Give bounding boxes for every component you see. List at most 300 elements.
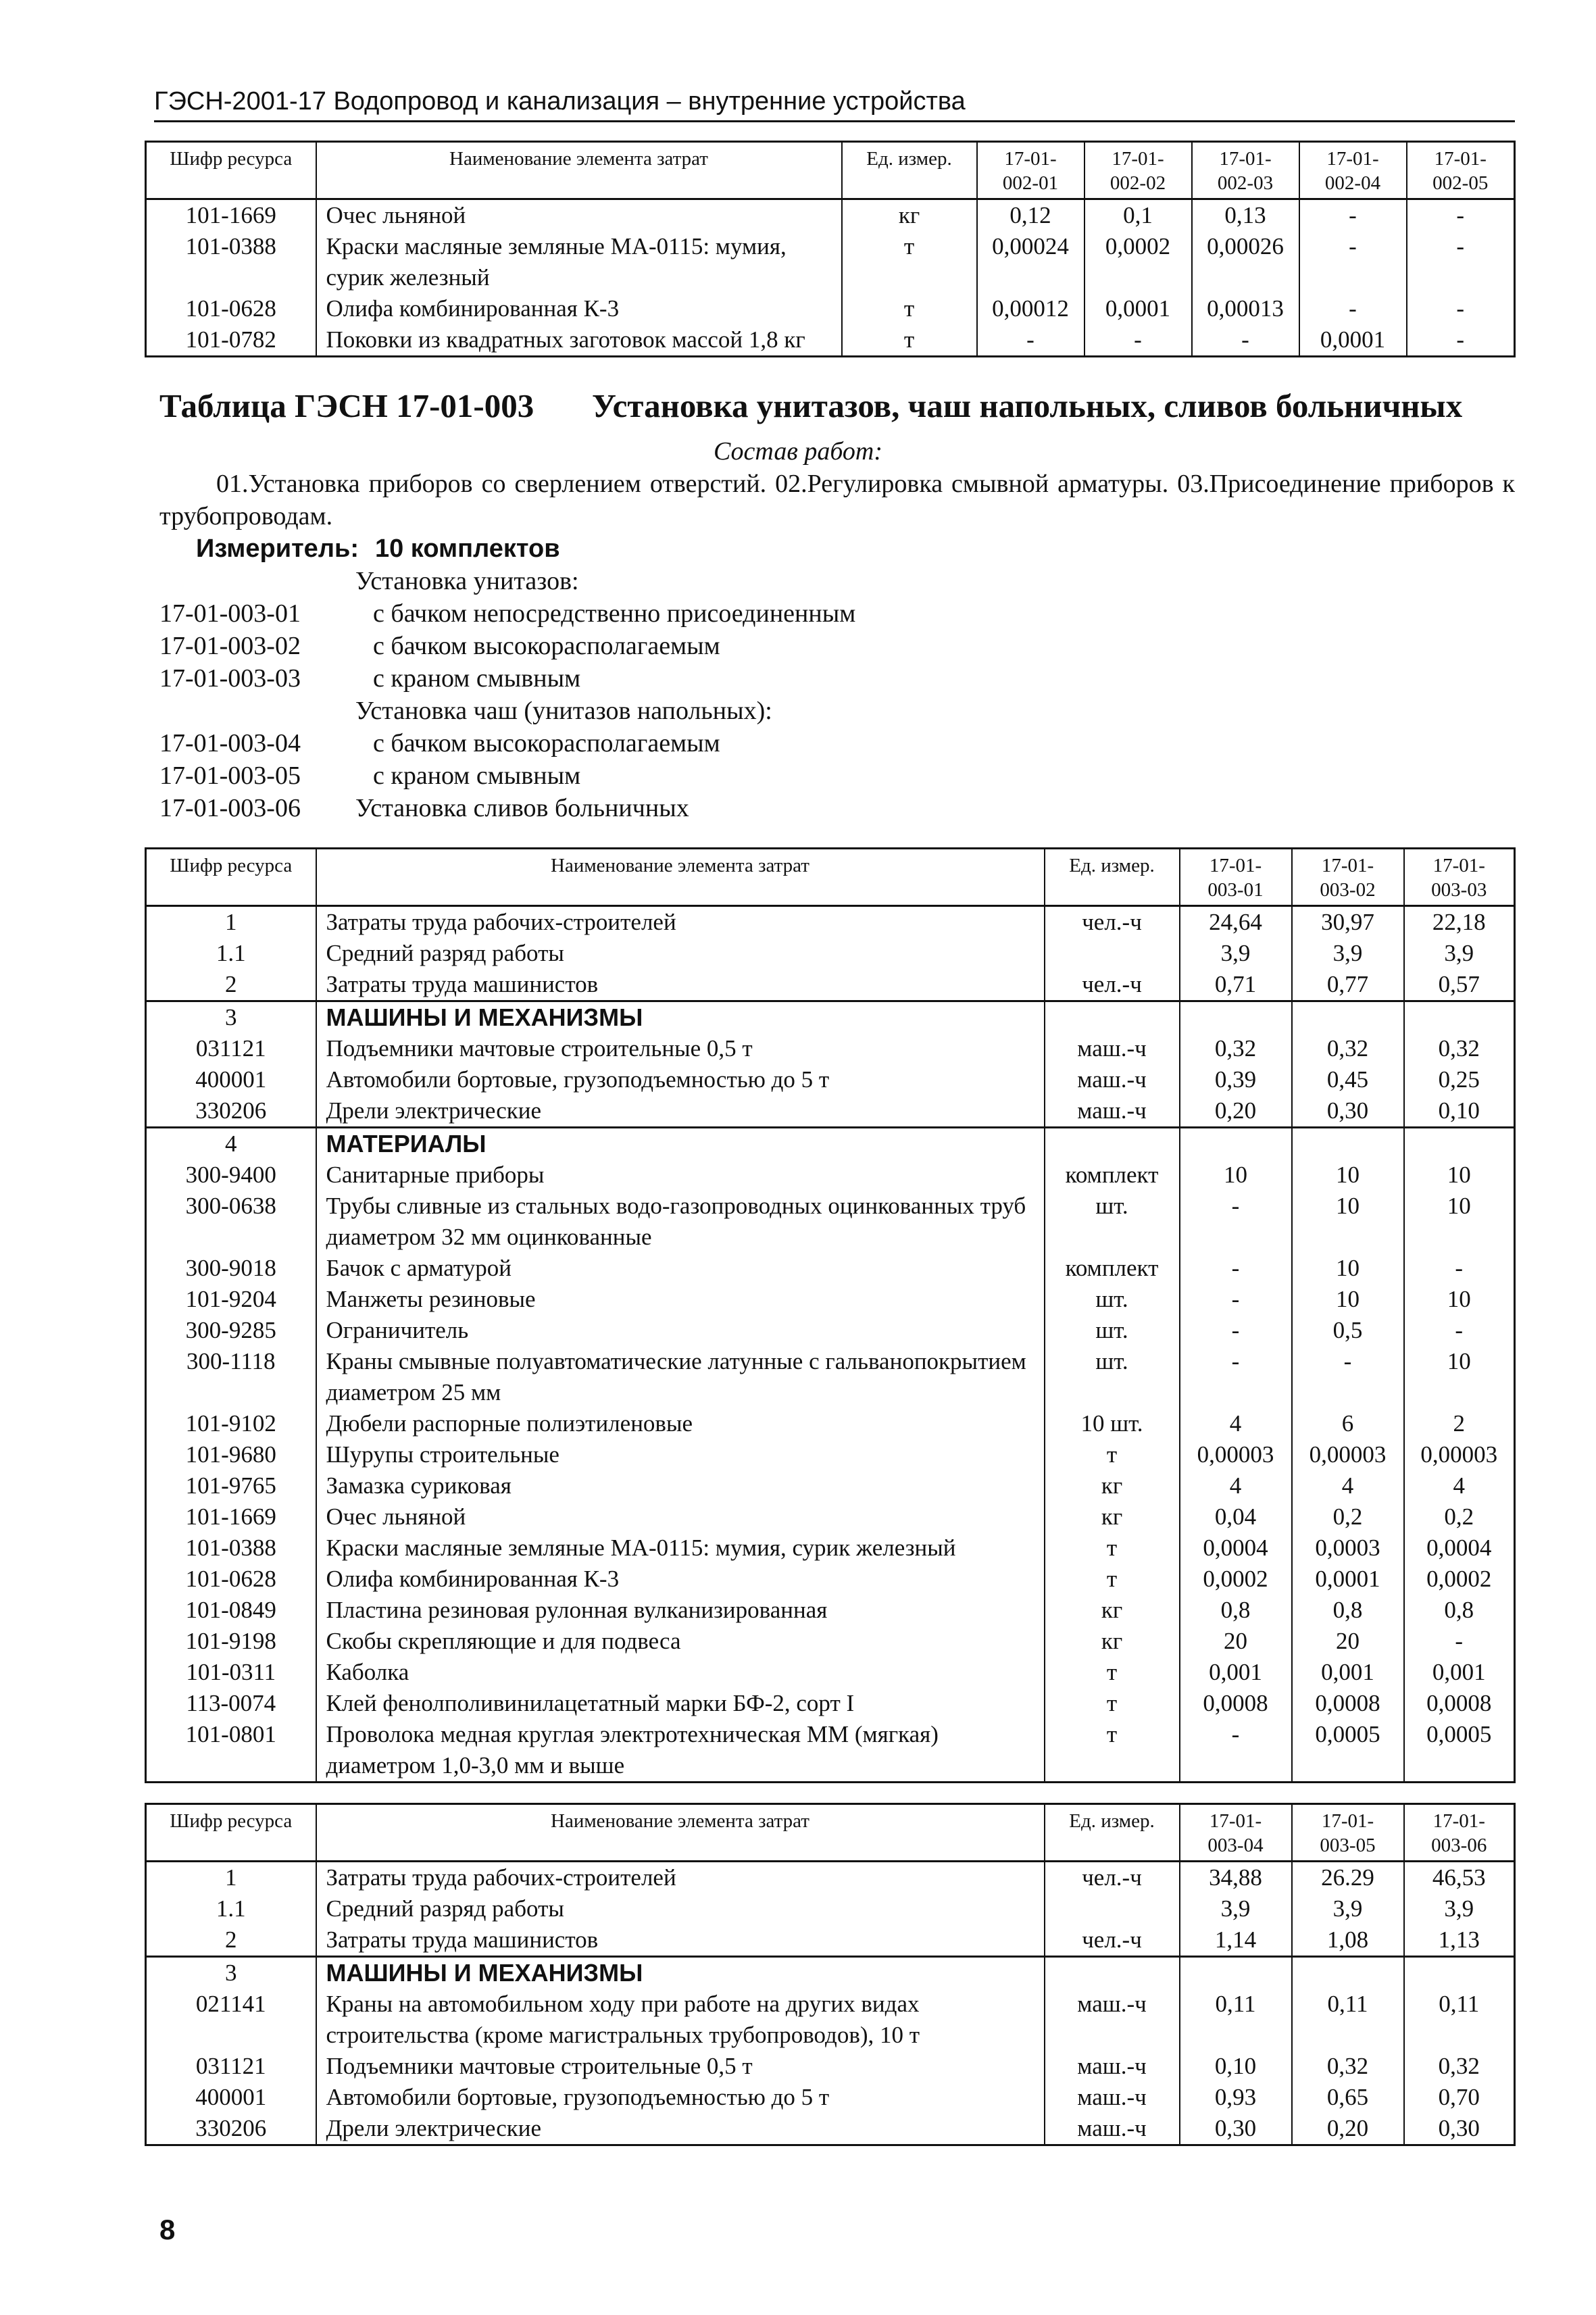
cell-code: 4 xyxy=(146,1128,316,1160)
variant-item xyxy=(159,727,1105,760)
variant-code: 17-01-003-06 xyxy=(159,794,301,822)
cell-name: Очес льняной xyxy=(316,1501,1045,1533)
cell-value: 0,30 xyxy=(1404,2113,1515,2145)
cell-code: 300-9400 xyxy=(146,1160,316,1191)
cell-name: Краски масляные земляные МА-0115: мумия, сурик железный xyxy=(316,231,842,293)
cell-value: 0,71 xyxy=(1180,969,1292,1001)
cell-value: 4 xyxy=(1292,1470,1404,1501)
cell-value: 20 xyxy=(1180,1626,1292,1657)
cell-code: 300-0638 xyxy=(146,1191,316,1253)
cell-value: - xyxy=(1180,1191,1292,1253)
cell-value: - xyxy=(1180,1315,1292,1346)
cell-value: 10 xyxy=(1180,1160,1292,1191)
cell-unit: маш.-ч xyxy=(1045,1064,1180,1095)
cell-value: 0,13 xyxy=(1192,199,1299,232)
table-row xyxy=(146,1439,1515,1470)
cell-value: 0,20 xyxy=(1180,1095,1292,1128)
cell-value: 3,9 xyxy=(1180,1893,1292,1924)
variant-item xyxy=(159,565,1105,597)
cell-name: Пластина резиновая рулонная вулканизированная xyxy=(316,1595,1045,1626)
cell-value: 0,0008 xyxy=(1404,1688,1515,1719)
cell-value: 0,00012 xyxy=(977,293,1084,324)
header-name: Наименование элемента затрат xyxy=(316,1804,1045,1862)
cell-unit: 10 шт. xyxy=(1045,1408,1180,1439)
cell-value: 2 xyxy=(1404,1408,1515,1439)
cell-unit: шт. xyxy=(1045,1284,1180,1315)
cell-unit xyxy=(1045,1957,1180,1989)
variant-code: 17-01-003-05 xyxy=(159,762,301,790)
cell-value: 4 xyxy=(1404,1470,1515,1501)
cell-value: 0,1 xyxy=(1084,199,1192,232)
cell-unit xyxy=(1045,938,1180,969)
cell-value xyxy=(1292,1128,1404,1160)
variant-item xyxy=(159,792,1105,824)
resource-table-003-01-03 xyxy=(145,847,1516,1783)
table-row xyxy=(146,1408,1515,1439)
table-title xyxy=(159,384,1518,431)
meter-line xyxy=(196,532,560,565)
cell-value: 0,001 xyxy=(1404,1657,1515,1688)
cell-value: 0,32 xyxy=(1404,2051,1515,2082)
cell-value: 0,11 xyxy=(1180,1989,1292,2051)
cell-unit: чел.-ч xyxy=(1045,1924,1180,1957)
variant-item xyxy=(159,662,1105,695)
cell-value: 4 xyxy=(1180,1470,1292,1501)
cell-name: Средний разряд работы xyxy=(316,938,1045,969)
cell-unit: т xyxy=(1045,1688,1180,1719)
table-row xyxy=(146,1719,1515,1783)
cell-unit: чел.-ч xyxy=(1045,906,1180,939)
cell-name: Краны на автомобильном ходу при работе на других видах строительства (кроме магистральных трубопроводов), 10 т xyxy=(316,1989,1045,2051)
cell-unit: т xyxy=(1045,1439,1180,1470)
cell-value: 0,0001 xyxy=(1292,1564,1404,1595)
cell-value: - xyxy=(1299,293,1407,324)
cell-value: 24,64 xyxy=(1180,906,1292,939)
cell-value: 0,001 xyxy=(1292,1657,1404,1688)
cell-code: 1.1 xyxy=(146,938,316,969)
cell-unit: т xyxy=(1045,1657,1180,1688)
cell-value: 0,0001 xyxy=(1299,324,1407,357)
cell-value: 0,32 xyxy=(1404,1033,1515,1064)
table-row xyxy=(146,1924,1515,1957)
cell-name: Олифа комбинированная К-3 xyxy=(316,293,842,324)
cell-code: 400001 xyxy=(146,2082,316,2113)
cell-name: Санитарные приборы xyxy=(316,1160,1045,1191)
cell-value: 0,39 xyxy=(1180,1064,1292,1095)
variant-code: 17-01-003-01 xyxy=(159,599,301,628)
cell-unit: т xyxy=(1045,1564,1180,1595)
cell-value: - xyxy=(1299,199,1407,232)
cell-value: 0,2 xyxy=(1292,1501,1404,1533)
cell-unit: маш.-ч xyxy=(1045,1033,1180,1064)
cell-code: 330206 xyxy=(146,1095,316,1128)
cell-name: Ограничитель xyxy=(316,1315,1045,1346)
cell-value: 10 xyxy=(1292,1191,1404,1253)
cell-code: 101-9198 xyxy=(146,1626,316,1657)
cell-name: МАТЕРИАЛЫ xyxy=(316,1128,1045,1160)
cell-value: 0,77 xyxy=(1292,969,1404,1001)
cell-code: 101-0628 xyxy=(146,1564,316,1595)
table-row xyxy=(146,1315,1515,1346)
cell-value: 10 xyxy=(1404,1346,1515,1408)
cell-value: 0,00003 xyxy=(1180,1439,1292,1470)
cell-value: 10 xyxy=(1404,1191,1515,1253)
cell-value: 0,70 xyxy=(1404,2082,1515,2113)
variant-code: 17-01-003-03 xyxy=(159,664,301,693)
cell-value: 34,88 xyxy=(1180,1862,1292,1894)
cell-value: 0,45 xyxy=(1292,1064,1404,1095)
header-rule xyxy=(154,120,1515,122)
cell-name: Затраты труда машинистов xyxy=(316,1924,1045,1957)
cell-value: - xyxy=(1180,1253,1292,1284)
cell-value: 0,30 xyxy=(1180,2113,1292,2145)
cell-code: 101-9102 xyxy=(146,1408,316,1439)
table-row xyxy=(146,1595,1515,1626)
cell-value: 10 xyxy=(1292,1253,1404,1284)
cell-unit: маш.-ч xyxy=(1045,2051,1180,2082)
table-header-row xyxy=(146,142,1515,199)
resource-table-003-04-06 xyxy=(145,1803,1516,2146)
cell-unit: комплект xyxy=(1045,1253,1180,1284)
cell-value: 20 xyxy=(1292,1626,1404,1657)
cell-unit: т xyxy=(1045,1719,1180,1783)
top-resource-table xyxy=(145,141,1516,357)
cell-value: 0,32 xyxy=(1292,2051,1404,2082)
table-row xyxy=(146,1862,1515,1894)
cell-value: 4 xyxy=(1180,1408,1292,1439)
table-row xyxy=(146,1564,1515,1595)
table-row xyxy=(146,1501,1515,1533)
header-code: Шифр ресурса xyxy=(146,1804,316,1862)
table-row xyxy=(146,1284,1515,1315)
cell-value: 0,0002 xyxy=(1180,1564,1292,1595)
cell-value: 0,0004 xyxy=(1404,1533,1515,1564)
cell-name: Замазка суриковая xyxy=(316,1470,1045,1501)
cell-value: 0,30 xyxy=(1292,1095,1404,1128)
cell-unit: т xyxy=(842,324,977,357)
cell-unit: шт. xyxy=(1045,1346,1180,1408)
cell-name: Затраты труда машинистов xyxy=(316,969,1045,1001)
table-row xyxy=(146,1957,1515,1989)
cell-code: 021141 xyxy=(146,1989,316,2051)
header-norm-code: 17-01- 002-03 xyxy=(1192,142,1299,199)
cell-value: 0,57 xyxy=(1404,969,1515,1001)
cell-value: 0,2 xyxy=(1404,1501,1515,1533)
cell-unit: комплект xyxy=(1045,1160,1180,1191)
cell-name: Олифа комбинированная К-3 xyxy=(316,1564,1045,1595)
cell-value: 0,32 xyxy=(1292,1033,1404,1064)
table-row xyxy=(146,1470,1515,1501)
cell-code: 101-0849 xyxy=(146,1595,316,1626)
table-row xyxy=(146,293,1515,324)
cell-value xyxy=(1180,1001,1292,1034)
cell-value: 0,0001 xyxy=(1084,293,1192,324)
cell-name: Каболка xyxy=(316,1657,1045,1688)
table-row xyxy=(146,1253,1515,1284)
table-row xyxy=(146,969,1515,1001)
cell-code: 113-0074 xyxy=(146,1688,316,1719)
cell-value: 30,97 xyxy=(1292,906,1404,939)
table-row xyxy=(146,1989,1515,2051)
cell-code: 101-0311 xyxy=(146,1657,316,1688)
cell-unit: маш.-ч xyxy=(1045,2113,1180,2145)
cell-value: 10 xyxy=(1292,1160,1404,1191)
cell-value: 0,0005 xyxy=(1292,1719,1404,1783)
cell-value: 0,00013 xyxy=(1192,293,1299,324)
variant-text: с бачком высокорасполагаемым xyxy=(373,632,720,660)
cell-name: Шурупы строительные xyxy=(316,1439,1045,1470)
variant-code: 17-01-003-02 xyxy=(159,632,301,660)
cell-code: 1 xyxy=(146,1862,316,1894)
cell-name: Дюбели распорные полиэтиленовые xyxy=(316,1408,1045,1439)
cell-value: 0,00024 xyxy=(977,231,1084,293)
cell-code: 101-1669 xyxy=(146,199,316,232)
cell-value: 0,65 xyxy=(1292,2082,1404,2113)
cell-unit: кг xyxy=(1045,1501,1180,1533)
cell-code: 2 xyxy=(146,969,316,1001)
cell-name: Затраты труда рабочих-строителей xyxy=(316,906,1045,939)
cell-code: 101-0628 xyxy=(146,293,316,324)
cell-code: 101-0801 xyxy=(146,1719,316,1783)
header-norm-code: 17-01- 002-01 xyxy=(977,142,1084,199)
variant-text: с краном смывным xyxy=(373,762,581,790)
cell-value: 10 xyxy=(1292,1284,1404,1315)
cell-value: - xyxy=(1407,324,1515,357)
header-norm-code: 17-01- 003-03 xyxy=(1404,849,1515,906)
cell-value: 3,9 xyxy=(1180,938,1292,969)
cell-unit: чел.-ч xyxy=(1045,1862,1180,1894)
work-composition-heading: Состав работ: xyxy=(713,437,883,466)
variant-text: Установка сливов больничных xyxy=(355,794,689,822)
page-number: 8 xyxy=(159,2214,176,2245)
cell-code: 101-9204 xyxy=(146,1284,316,1315)
cell-code: 400001 xyxy=(146,1064,316,1095)
table-row xyxy=(146,1033,1515,1064)
table-row xyxy=(146,1688,1515,1719)
cell-value: - xyxy=(1180,1284,1292,1315)
cell-value: 0,11 xyxy=(1404,1989,1515,2051)
cell-value: 0,0002 xyxy=(1404,1564,1515,1595)
cell-value: - xyxy=(1404,1315,1515,1346)
cell-name: Краски масляные земляные МА-0115: мумия, сурик железный xyxy=(316,1533,1045,1564)
cell-value xyxy=(1404,1128,1515,1160)
cell-code: 101-9765 xyxy=(146,1470,316,1501)
cell-value: 0,00003 xyxy=(1292,1439,1404,1470)
running-header: ГЭСН-2001-17 Водопровод и канализация – внутренние устройства xyxy=(154,87,966,116)
cell-value: 0,8 xyxy=(1180,1595,1292,1626)
cell-unit: кг xyxy=(1045,1595,1180,1626)
cell-value xyxy=(1180,1957,1292,1989)
table-row xyxy=(146,1095,1515,1128)
cell-code: 330206 xyxy=(146,2113,316,2145)
cell-name: Скобы скрепляющие и для подвеса xyxy=(316,1626,1045,1657)
cell-value xyxy=(1292,1957,1404,1989)
cell-value: 22,18 xyxy=(1404,906,1515,939)
cell-value: - xyxy=(1292,1346,1404,1408)
table-header-row xyxy=(146,849,1515,906)
cell-name: Подъемники мачтовые строительные 0,5 т xyxy=(316,1033,1045,1064)
table-row xyxy=(146,1001,1515,1034)
variant-item xyxy=(159,695,1105,727)
cell-value xyxy=(1404,1001,1515,1034)
cell-code: 101-9680 xyxy=(146,1439,316,1470)
cell-code: 1 xyxy=(146,906,316,939)
work-operations: 01.Установка приборов со сверлением отверстий. 02.Регулировка смывной арматуры. 03.Присоединение приборов к трубопроводам. xyxy=(159,470,1515,530)
cell-value: 0,8 xyxy=(1292,1595,1404,1626)
cell-value: - xyxy=(1192,324,1299,357)
cell-code: 3 xyxy=(146,1001,316,1034)
variant-item xyxy=(159,630,1105,662)
header-norm-code: 17-01- 003-02 xyxy=(1292,849,1404,906)
table-row xyxy=(146,938,1515,969)
cell-value: 6 xyxy=(1292,1408,1404,1439)
variant-code: 17-01-003-04 xyxy=(159,729,301,757)
cell-value: 0,0003 xyxy=(1292,1533,1404,1564)
cell-value: 0,10 xyxy=(1404,1095,1515,1128)
cell-name: Средний разряд работы xyxy=(316,1893,1045,1924)
cell-value: 0,25 xyxy=(1404,1064,1515,1095)
cell-value: 10 xyxy=(1404,1160,1515,1191)
header-name: Наименование элемента затрат xyxy=(316,849,1045,906)
header-norm-code: 17-01- 002-02 xyxy=(1084,142,1192,199)
variant-text: с бачком непосредственно присоединенным xyxy=(373,599,856,628)
cell-unit: кг xyxy=(842,199,977,232)
cell-code: 300-9285 xyxy=(146,1315,316,1346)
header-code: Шифр ресурса xyxy=(146,142,316,199)
cell-unit: т xyxy=(1045,1533,1180,1564)
variant-item xyxy=(159,597,1105,630)
cell-value: 1,13 xyxy=(1404,1924,1515,1957)
table-row xyxy=(146,1657,1515,1688)
cell-value: 46,53 xyxy=(1404,1862,1515,1894)
cell-unit: шт. xyxy=(1045,1191,1180,1253)
cell-unit: т xyxy=(842,231,977,293)
cell-unit: маш.-ч xyxy=(1045,1989,1180,2051)
cell-value: - xyxy=(977,324,1084,357)
cell-value: 0,10 xyxy=(1180,2051,1292,2082)
cell-unit xyxy=(1045,1893,1180,1924)
cell-code: 101-0388 xyxy=(146,231,316,293)
variant-item xyxy=(159,760,1105,792)
cell-value xyxy=(1404,1957,1515,1989)
cell-value: - xyxy=(1180,1346,1292,1408)
cell-value: 3,9 xyxy=(1404,1893,1515,1924)
table-row xyxy=(146,1160,1515,1191)
variant-text: с бачком высокорасполагаемым xyxy=(373,729,720,757)
cell-name: Манжеты резиновые xyxy=(316,1284,1045,1315)
header-unit: Ед. измер. xyxy=(842,142,977,199)
header-code: Шифр ресурса xyxy=(146,849,316,906)
cell-name: Краны смывные полуавтоматические латунные с гальванопокрытием диаметром 25 мм xyxy=(316,1346,1045,1408)
table-row xyxy=(146,2051,1515,2082)
table-row xyxy=(146,1346,1515,1408)
cell-value: 0,11 xyxy=(1292,1989,1404,2051)
cell-value: 10 xyxy=(1404,1284,1515,1315)
cell-value: 3,9 xyxy=(1292,938,1404,969)
cell-code: 031121 xyxy=(146,1033,316,1064)
cell-value: 0,0005 xyxy=(1404,1719,1515,1783)
variant-group-label: Установка унитазов: xyxy=(355,567,579,595)
cell-name: Затраты труда рабочих-строителей xyxy=(316,1862,1045,1894)
cell-value: 0,0002 xyxy=(1084,231,1192,293)
cell-value: 0,04 xyxy=(1180,1501,1292,1533)
cell-value: 1,08 xyxy=(1292,1924,1404,1957)
header-norm-code: 17-01- 002-05 xyxy=(1407,142,1515,199)
cell-name: МАШИНЫ И МЕХАНИЗМЫ xyxy=(316,1957,1045,1989)
table-row xyxy=(146,199,1515,232)
cell-value: 0,0004 xyxy=(1180,1533,1292,1564)
cell-value: - xyxy=(1404,1626,1515,1657)
header-unit: Ед. измер. xyxy=(1045,1804,1180,1862)
cell-value: - xyxy=(1407,293,1515,324)
cell-code: 1.1 xyxy=(146,1893,316,1924)
variant-text: с краном смывным xyxy=(373,664,581,693)
table-row xyxy=(146,906,1515,939)
cell-code: 300-1118 xyxy=(146,1346,316,1408)
cell-unit: маш.-ч xyxy=(1045,2082,1180,2113)
table-row xyxy=(146,1626,1515,1657)
cell-name: Клей фенолполивинилацетатный марки БФ-2, сорт I xyxy=(316,1688,1045,1719)
cell-value: 0,93 xyxy=(1180,2082,1292,2113)
cell-unit: кг xyxy=(1045,1470,1180,1501)
cell-value: 0,8 xyxy=(1404,1595,1515,1626)
table-row xyxy=(146,231,1515,293)
table-row xyxy=(146,1893,1515,1924)
table-row xyxy=(146,1533,1515,1564)
cell-value: 0,32 xyxy=(1180,1033,1292,1064)
cell-unit xyxy=(1045,1128,1180,1160)
cell-name: Бачок с арматурой xyxy=(316,1253,1045,1284)
header-unit: Ед. измер. xyxy=(1045,849,1180,906)
header-norm-code: 17-01- 003-04 xyxy=(1180,1804,1292,1862)
cell-code: 031121 xyxy=(146,2051,316,2082)
cell-value: 0,0008 xyxy=(1180,1688,1292,1719)
variant-group-label: Установка чаш (унитазов напольных): xyxy=(355,697,772,725)
table-row xyxy=(146,1064,1515,1095)
table-title-text: Установка унитазов, чаш напольных, сливов больничных xyxy=(592,387,1463,424)
cell-name: Автомобили бортовые, грузоподъемностью до 5 т xyxy=(316,1064,1045,1095)
cell-unit: кг xyxy=(1045,1626,1180,1657)
cell-value: 26.29 xyxy=(1292,1862,1404,1894)
table-row xyxy=(146,2113,1515,2145)
table-row xyxy=(146,1128,1515,1160)
cell-value: 0,20 xyxy=(1292,2113,1404,2145)
cell-value: 1,14 xyxy=(1180,1924,1292,1957)
cell-value: 0,0008 xyxy=(1292,1688,1404,1719)
cell-name: Дрели электрические xyxy=(316,2113,1045,2145)
cell-name: Проволока медная круглая электротехническая ММ (мягкая) диаметром 1,0-3,0 мм и выше xyxy=(316,1719,1045,1783)
table-row xyxy=(146,1191,1515,1253)
cell-value: - xyxy=(1407,231,1515,293)
cell-unit: т xyxy=(842,293,977,324)
cell-value: - xyxy=(1407,199,1515,232)
cell-value xyxy=(1180,1128,1292,1160)
cell-code: 300-9018 xyxy=(146,1253,316,1284)
cell-value: 0,00026 xyxy=(1192,231,1299,293)
cell-value: 3,9 xyxy=(1292,1893,1404,1924)
header-norm-code: 17-01- 003-01 xyxy=(1180,849,1292,906)
cell-unit: шт. xyxy=(1045,1315,1180,1346)
cell-value: - xyxy=(1180,1719,1292,1783)
table-row xyxy=(146,324,1515,357)
cell-name: Поковки из квадратных заготовок массой 1,8 кг xyxy=(316,324,842,357)
cell-code: 101-1669 xyxy=(146,1501,316,1533)
cell-unit: маш.-ч xyxy=(1045,1095,1180,1128)
cell-code: 2 xyxy=(146,1924,316,1957)
cell-value: - xyxy=(1404,1253,1515,1284)
cell-code: 101-0388 xyxy=(146,1533,316,1564)
cell-code: 3 xyxy=(146,1957,316,1989)
